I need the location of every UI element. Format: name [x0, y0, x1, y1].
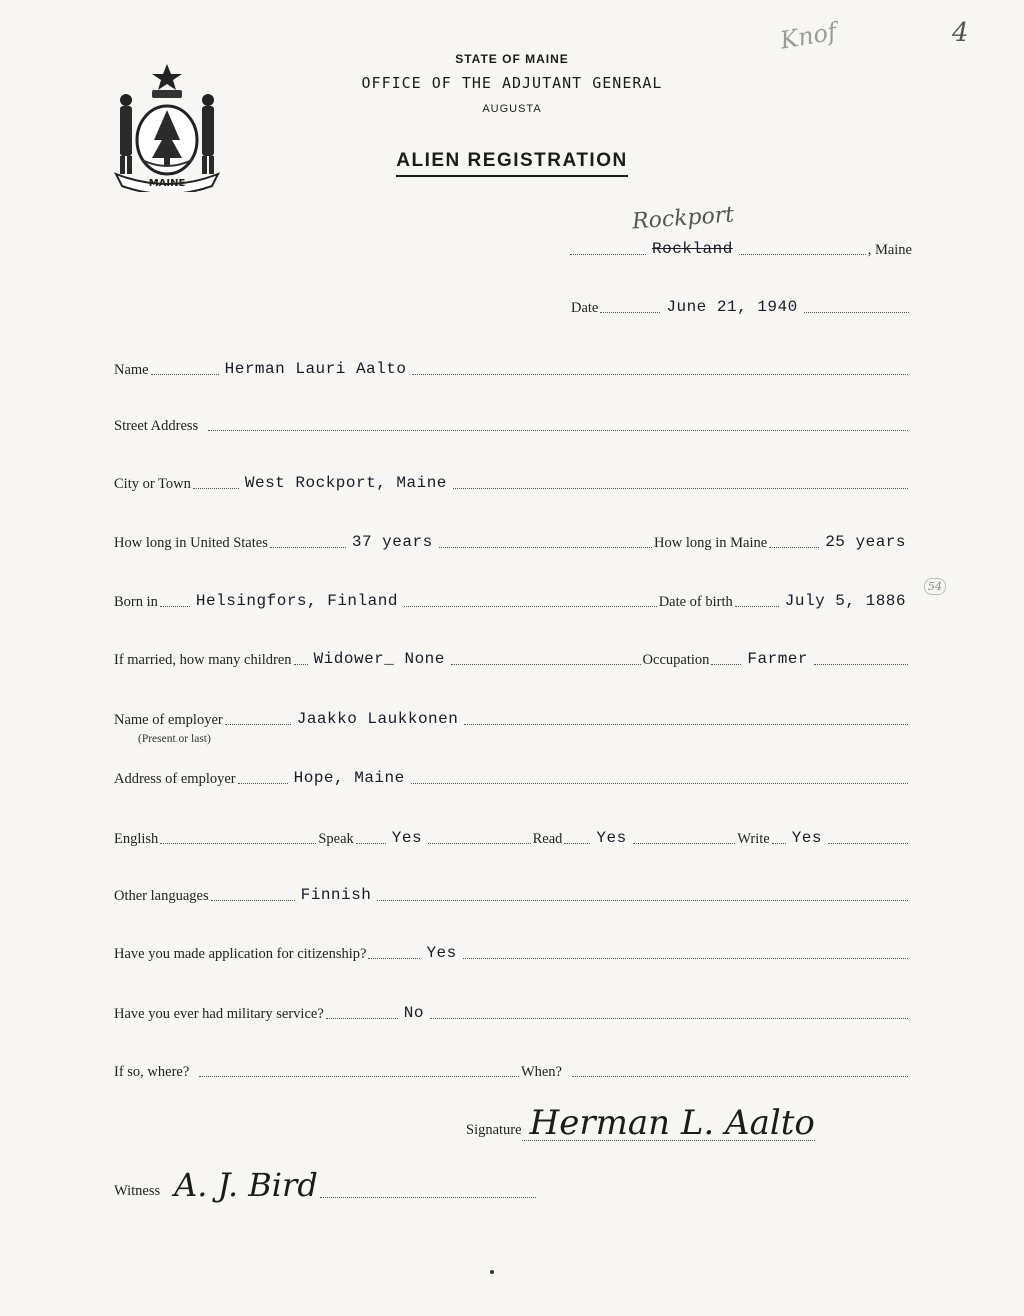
dotted-leader: [160, 596, 190, 607]
military-value: No: [403, 1004, 424, 1022]
dotted-leader: [404, 596, 657, 607]
military-label: Have you ever had military service?: [114, 1006, 324, 1022]
dotted-leader: [428, 833, 531, 844]
location-typed: Rockland: [652, 240, 733, 258]
write-value: Yes: [791, 829, 823, 847]
header-state: STATE OF MAINE: [455, 52, 569, 66]
dob-margin-note: 54: [924, 578, 946, 595]
speak-label: Speak: [318, 831, 354, 847]
employer-row: [114, 710, 910, 729]
family-row: [114, 650, 910, 669]
dob-label: Date of birth: [658, 594, 733, 610]
dotted-leader: [193, 478, 239, 489]
dotted-leader: [368, 948, 420, 959]
employer-address-row: [114, 769, 910, 788]
service-where-row: [114, 1064, 910, 1081]
form-title: [0, 150, 1024, 172]
dotted-leader: [572, 1066, 908, 1077]
header-city: AUGUSTA: [482, 103, 542, 115]
dotted-leader: [238, 773, 288, 784]
employer-value: Jaakko Laukkonen: [296, 710, 459, 728]
dob-value: July 5, 1886: [784, 592, 906, 610]
form-title-text: ALIEN REGISTRATION: [396, 150, 627, 177]
location-line: [568, 240, 912, 259]
city-label: City or Town: [114, 476, 191, 492]
dotted-leader: [711, 654, 741, 665]
dotted-leader: [769, 537, 819, 548]
other-languages-label: Other languages: [114, 888, 209, 904]
maine-years-value: 25 years: [825, 533, 906, 551]
dotted-leader: [411, 773, 908, 784]
seal-banner-text: MAINE: [148, 178, 186, 189]
dotted-leader: [211, 890, 295, 901]
corner-check: 4: [952, 18, 969, 48]
street-row: [114, 418, 910, 435]
write-label: Write: [737, 831, 770, 847]
dotted-leader: [225, 714, 291, 725]
dotted-leader: [814, 654, 908, 665]
other-languages-row: [114, 886, 910, 905]
dotted-leader: [320, 1187, 536, 1198]
header-office: OFFICE OF THE ADJUTANT GENERAL: [361, 74, 663, 92]
dotted-leader: [464, 714, 908, 725]
signature-row: [466, 1103, 916, 1143]
us-years-label: How long in United States: [114, 535, 268, 551]
children-label: If married, how many children: [114, 652, 292, 668]
employer-address-label: Address of employer: [114, 771, 236, 787]
occupation-label: Occupation: [642, 652, 710, 668]
stray-mark: [490, 1270, 494, 1274]
maine-years-label: How long in Maine: [654, 535, 768, 551]
dotted-leader: [570, 244, 646, 255]
employer-label: Name of employer: [114, 712, 223, 728]
street-label: Street Address: [114, 418, 199, 434]
other-languages-value: Finnish: [300, 886, 372, 904]
witness-row: [114, 1168, 538, 1202]
english-label: English: [114, 831, 159, 847]
city-value: West Rockport, Maine: [244, 474, 447, 492]
dotted-leader: [151, 364, 219, 375]
dotted-leader: [772, 833, 786, 844]
name-value: Herman Lauri Aalto: [224, 360, 407, 378]
citizenship-label: Have you made application for citizenship?: [114, 946, 367, 962]
dotted-leader: [412, 364, 908, 375]
speak-value: Yes: [391, 829, 423, 847]
dotted-leader: [356, 833, 386, 844]
dotted-leader: [600, 302, 660, 313]
street-value: [198, 434, 206, 435]
corner-note: Knof: [777, 17, 839, 55]
dotted-leader: [804, 302, 909, 313]
when-value: [562, 1080, 570, 1081]
dotted-leader: [739, 244, 866, 255]
where-label: If so, where?: [114, 1064, 190, 1080]
signature-value: Herman L. Aalto: [522, 1106, 815, 1141]
read-value: Yes: [596, 829, 627, 847]
born-in-label: Born in: [114, 594, 158, 610]
dotted-leader: [633, 833, 736, 844]
read-label: Read: [532, 831, 563, 847]
born-in-value: Helsingfors, Finland: [195, 592, 398, 610]
dotted-leader: [735, 596, 779, 607]
english-row: [114, 829, 910, 848]
employer-address-value: Hope, Maine: [293, 769, 405, 787]
where-value: [189, 1080, 197, 1081]
dotted-leader: [451, 654, 641, 665]
residency-row: [114, 533, 910, 552]
occupation-value: Farmer: [747, 650, 808, 668]
dotted-leader: [199, 1066, 519, 1077]
dotted-leader: [453, 478, 908, 489]
citizenship-row: [114, 944, 910, 963]
when-label: When?: [520, 1064, 562, 1080]
dotted-leader: [439, 537, 652, 548]
date-label: Date: [571, 300, 599, 316]
signature-label: Signature: [466, 1122, 522, 1138]
citizenship-value: Yes: [426, 944, 457, 962]
birth-row: [114, 592, 910, 611]
us-years-value: 37 years: [351, 533, 433, 551]
date-value: June 21, 1940: [666, 298, 798, 316]
location-handwritten: Rockport: [631, 202, 735, 235]
dotted-leader: [294, 654, 308, 665]
dotted-leader: [377, 890, 908, 901]
dotted-leader: [270, 537, 346, 548]
dotted-leader: [208, 420, 908, 431]
dotted-leader: [160, 833, 316, 844]
city-row: [114, 474, 910, 493]
children-value: Widower_ None: [313, 650, 445, 668]
dotted-leader: [430, 1008, 908, 1019]
location-suffix: , Maine: [867, 242, 912, 258]
employer-sublabel: (Present or last): [138, 733, 211, 745]
dotted-leader: [326, 1008, 398, 1019]
date-row: [571, 298, 911, 317]
dotted-leader: [828, 833, 908, 844]
witness-label: Witness: [114, 1183, 161, 1199]
dotted-leader: [463, 948, 908, 959]
dotted-leader: [564, 833, 590, 844]
witness-value: A. J. Bird: [174, 1166, 318, 1204]
name-label: Name: [114, 362, 149, 378]
name-row: [114, 360, 910, 379]
military-row: [114, 1004, 910, 1023]
